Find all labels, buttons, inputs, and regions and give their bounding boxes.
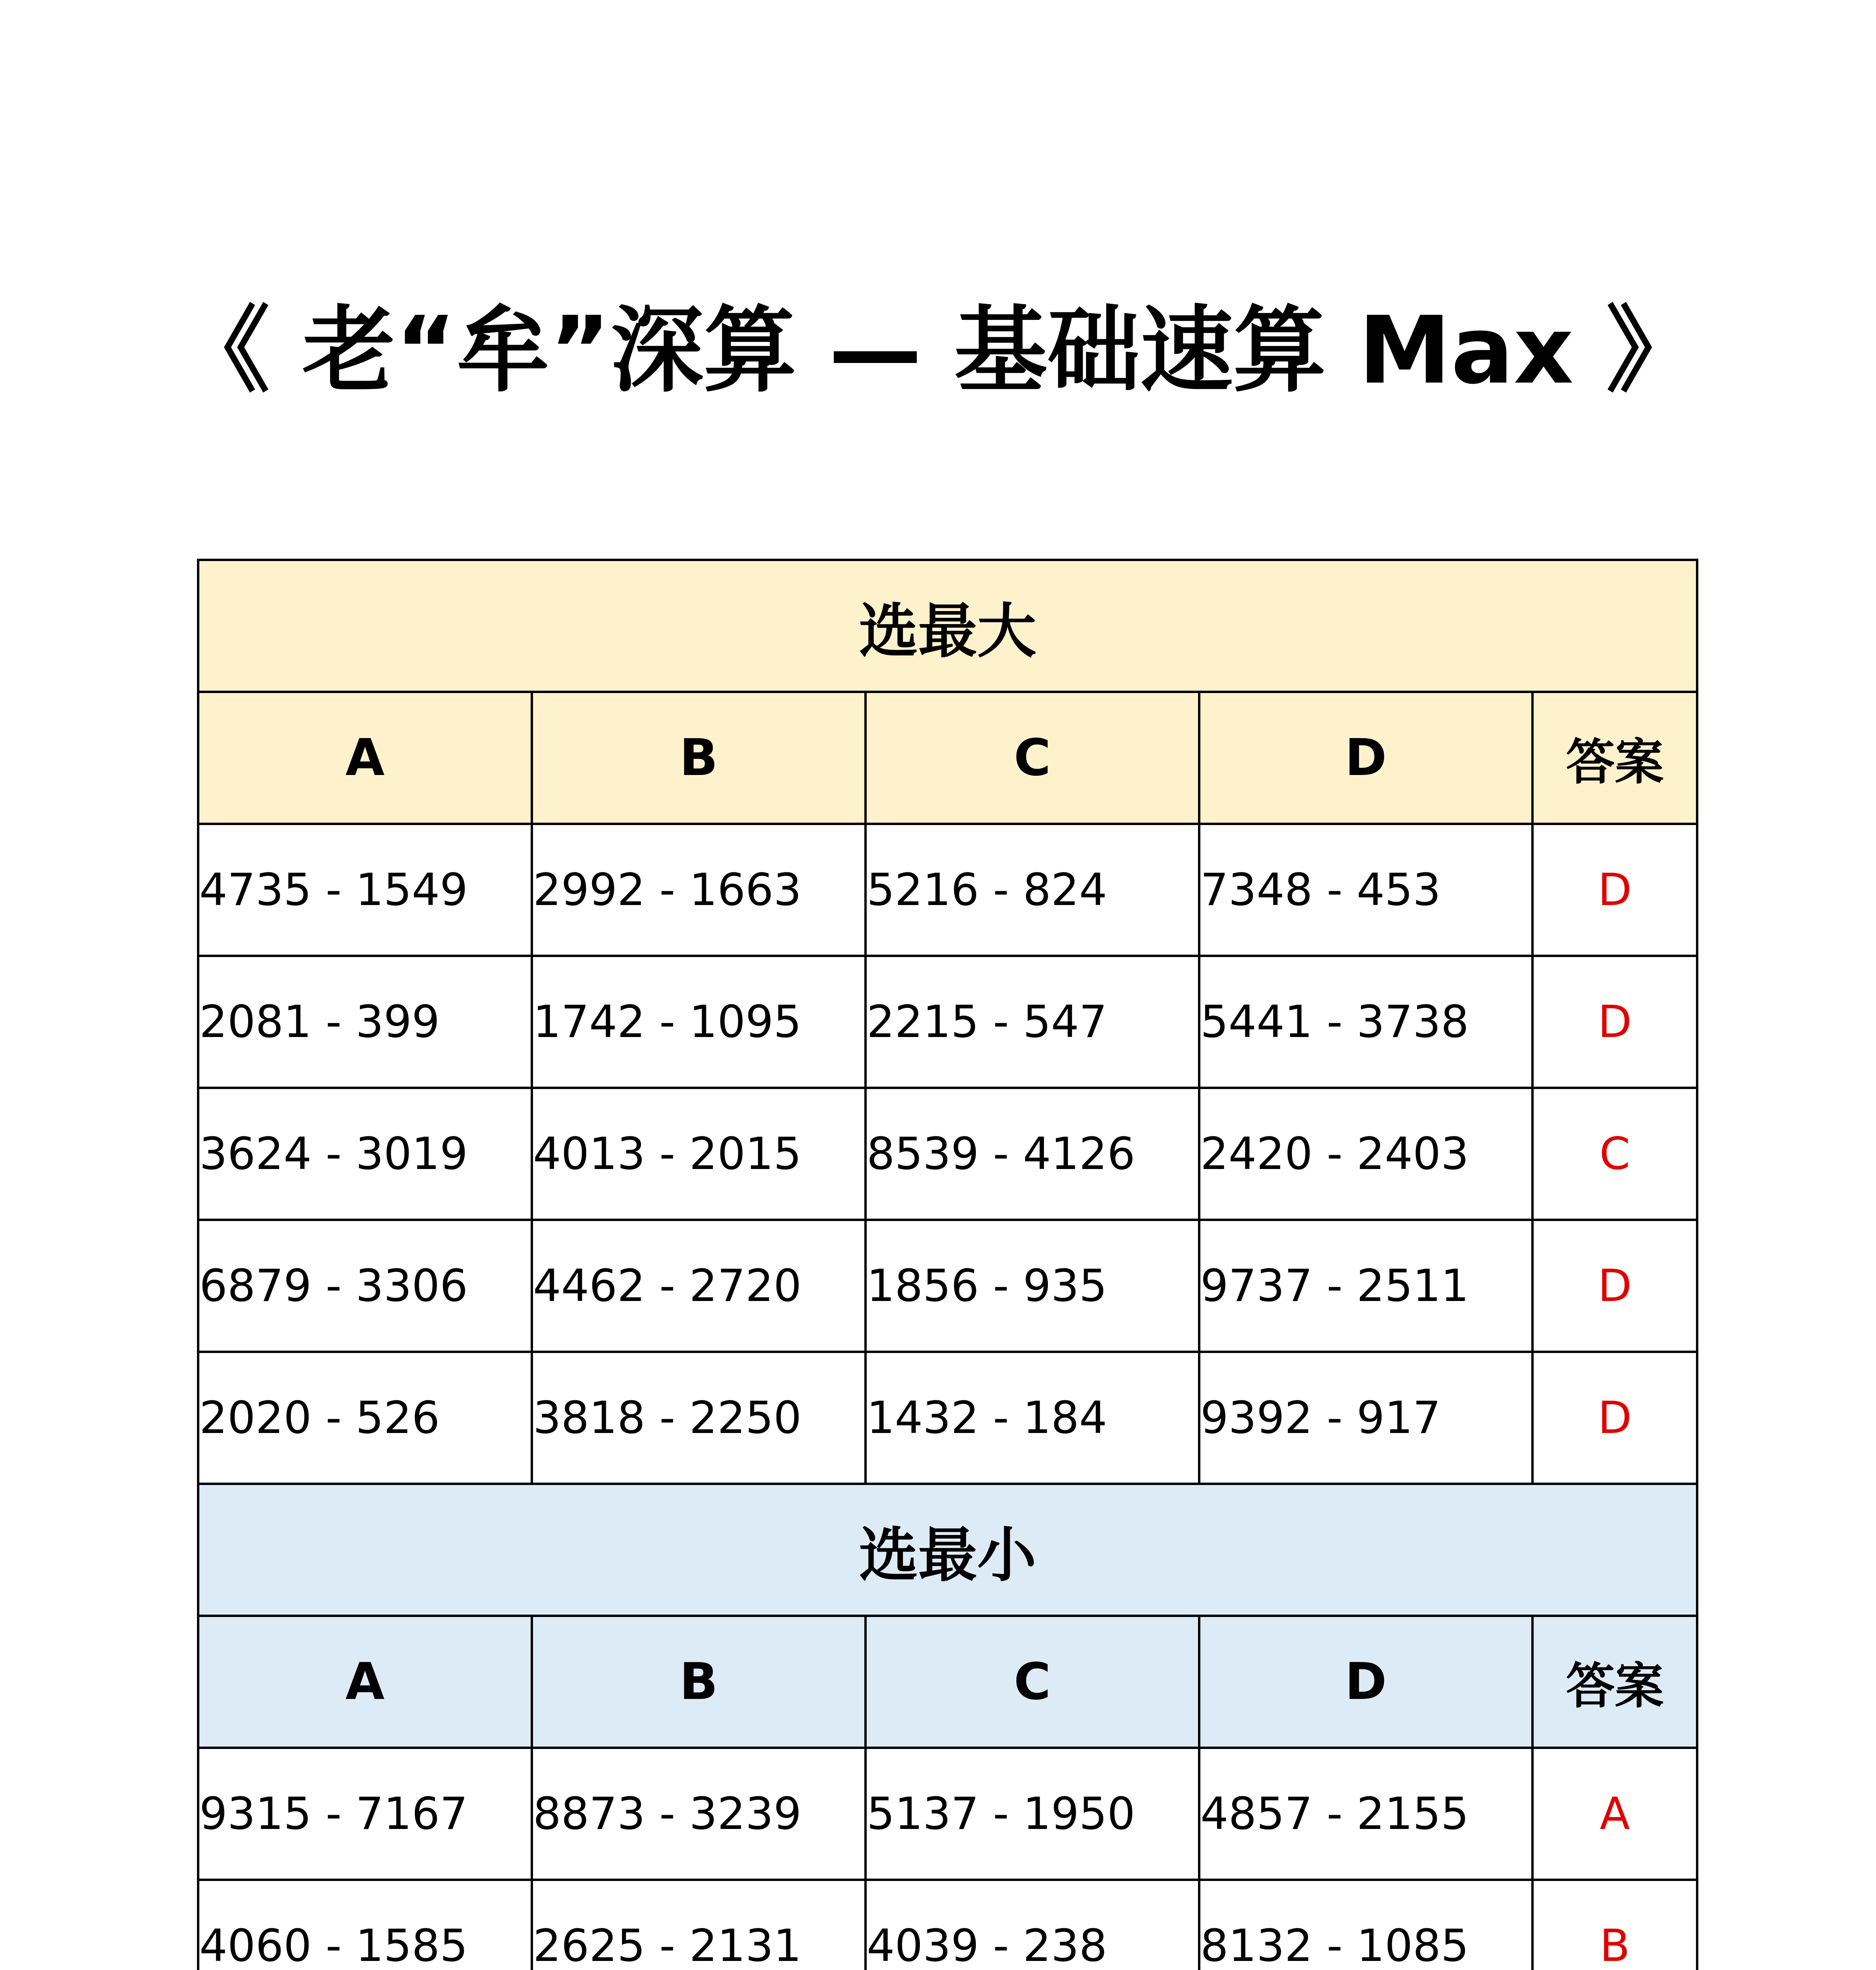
table-row: [198, 1880, 1697, 1970]
table-row: [198, 956, 1697, 1088]
expression-b: 3818 - 2250: [532, 1352, 866, 1484]
expression-d: 9737 - 2511: [1199, 1220, 1532, 1352]
expression-a: 2020 - 526: [198, 1352, 532, 1484]
section-title: 选最小: [198, 1484, 1697, 1616]
expression-a: 4060 - 1585: [198, 1880, 532, 1970]
answer-cell: A: [1532, 1748, 1697, 1880]
expression-b: 1742 - 1095: [532, 956, 866, 1088]
answer-cell: D: [1532, 956, 1697, 1088]
column-header-a: A: [198, 1616, 532, 1748]
expression-b: 4013 - 2015: [532, 1088, 866, 1220]
column-header-b: B: [532, 692, 866, 824]
answer-cell: D: [1532, 1352, 1697, 1484]
section-header-max: [198, 560, 1697, 692]
expression-d: 9392 - 917: [1199, 1352, 1532, 1484]
section-title: 选最大: [198, 560, 1697, 692]
expression-c: 5216 - 824: [866, 824, 1199, 956]
expression-c: 1432 - 184: [866, 1352, 1199, 1484]
column-header-c: C: [866, 1616, 1199, 1748]
expression-d: 7348 - 453: [1199, 824, 1532, 956]
expression-d: 2420 - 2403: [1199, 1088, 1532, 1220]
expression-c: 8539 - 4126: [866, 1088, 1199, 1220]
answer-cell: B: [1532, 1880, 1697, 1970]
answer-cell: D: [1532, 824, 1697, 956]
table-row: [198, 1088, 1697, 1220]
expression-a: 6879 - 3306: [198, 1220, 532, 1352]
expression-b: 2992 - 1663: [532, 824, 866, 956]
expression-c: 4039 - 238: [866, 1880, 1199, 1970]
column-header-row: [198, 1616, 1697, 1748]
answer-cell: D: [1532, 1220, 1697, 1352]
expression-d: 4857 - 2155: [1199, 1748, 1532, 1880]
table-row: [198, 1748, 1697, 1880]
expression-a: 4735 - 1549: [198, 824, 532, 956]
expression-a: 2081 - 399: [198, 956, 532, 1088]
column-header-answer: 答案: [1532, 692, 1697, 824]
section-header-min: [198, 1484, 1697, 1616]
expression-a: 3624 - 3019: [198, 1088, 532, 1220]
expression-b: 4462 - 2720: [532, 1220, 866, 1352]
table-row: [198, 1220, 1697, 1352]
answer-cell: C: [1532, 1088, 1697, 1220]
expression-d: 5441 - 3738: [1199, 956, 1532, 1088]
worksheet-table: [197, 559, 1698, 1970]
column-header-c: C: [866, 692, 1199, 824]
column-header-d: D: [1199, 692, 1532, 824]
expression-c: 2215 - 547: [866, 956, 1199, 1088]
expression-a: 9315 - 7167: [198, 1748, 532, 1880]
table-row: [198, 824, 1697, 956]
column-header-d: D: [1199, 1616, 1532, 1748]
column-header-answer: 答案: [1532, 1616, 1697, 1748]
expression-b: 2625 - 2131: [532, 1880, 866, 1970]
table-row: [198, 1352, 1697, 1484]
expression-c: 1856 - 935: [866, 1220, 1199, 1352]
expression-c: 5137 - 1950: [866, 1748, 1199, 1880]
expression-b: 8873 - 3239: [532, 1748, 866, 1880]
column-header-a: A: [198, 692, 532, 824]
column-header-b: B: [532, 1616, 866, 1748]
page-title: 《 老“牟”深算 — 基础速算 Max 》: [177, 296, 1699, 405]
expression-d: 8132 - 1085: [1199, 1880, 1532, 1970]
column-header-row: [198, 692, 1697, 824]
